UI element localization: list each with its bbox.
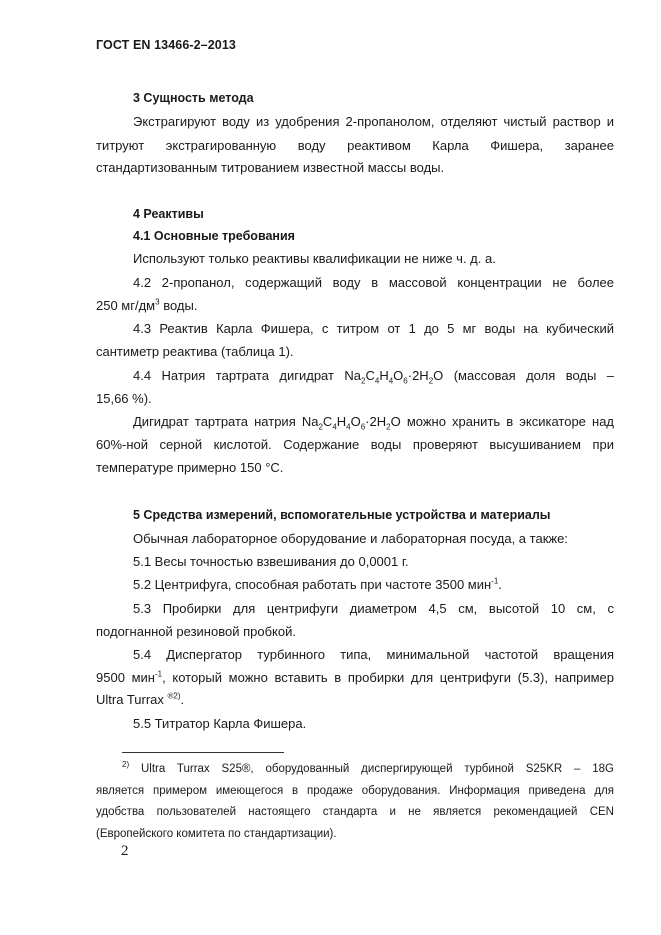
page-number: 2 — [121, 843, 129, 859]
footnote-line-4: (Европейского комитета по стандартизации). — [96, 828, 337, 840]
footnote-line-3: удобства пользователей настоящего стандарта и не является рекомендацией CEN — [96, 806, 614, 818]
document-code: ГОСТ EN 13466-2–2013 — [96, 38, 236, 52]
paragraph-5-4-line-3: Ultra Turrax $^{®2)}$. — [96, 691, 185, 707]
paragraph-5-1: 5.1 Весы точностью взвешивания до 0,0001 г. — [133, 554, 409, 569]
footnote-divider — [122, 752, 284, 753]
paragraph-4-5-line-1: Дигидрат тартрата натрия $Na_2C_4H_4O_6\cdot 2H_2O$ можно хранить в эксикаторе над — [133, 414, 615, 432]
footnote-line-2: является примером имеющегося в продаже оборудования. Информация приведена для — [96, 785, 614, 797]
paragraph-4-2-line-1: 4.2 2-пропанол, содержащий воду в массовой концентрации не более — [133, 275, 614, 290]
paragraph-5-3-line-2: подогнанной резиновой пробкой. — [96, 624, 296, 639]
paragraph-5-2: 5.2 Центрифуга, способная работать при частоте 3500 мин$^{-1}$. — [133, 576, 502, 592]
paragraph-4-1: Используют только реактивы квалификации не ниже ч. д. а. — [133, 251, 496, 266]
paragraph-4-3-line-2: сантиметр реактива (таблица 1). — [96, 344, 294, 359]
section-5-title: 5 Средства измерений, вспомогательные устройства и материалы — [133, 508, 551, 522]
section-3-line-3: стандартизованным титрованием известной массы воды. — [96, 160, 445, 175]
paragraph-4-4-line-1: 4.4 Натрия тартрата дигидрат $Na_2C_4H_4O_6\cdot 2H_2O$ (массовая доля воды – — [133, 368, 615, 386]
paragraph-4-2-line-2: 250 $мг/дм^3$ воды. — [96, 297, 198, 313]
paragraph-4-3-line-1: 4.3 Реактив Карла Фишера, с титром от 1 до 5 мг воды на кубический — [133, 321, 614, 336]
paragraph-5-4-line-1: 5.4 Диспергатор турбинного типа, минимальной частотой вращения — [133, 647, 614, 662]
section-3-line-2: титруют экстрагированную воду реактивом Карла Фишера, заранее — [96, 138, 614, 153]
paragraph-4-4-line-2: 15,66 %). — [96, 391, 152, 406]
section-3-line-1: Экстрагируют воду из удобрения 2-пропанолом, отделяют чистый раствор и — [133, 114, 614, 129]
paragraph-4-5-line-3: температуре примерно 150 °С. — [96, 460, 284, 475]
paragraph-5-3-line-1: 5.3 Пробирки для центрифуги диаметром 4,5 см, высотой 10 см, с — [133, 601, 614, 616]
footnote-line-1: $^{2)}$ Ultra Turrax S25®, оборудованный диспергирующей турбиной S25KR – 18G — [122, 760, 614, 775]
paragraph-4-5-line-2: 60%-ной серной кислотой. Содержание воды проверяют высушиванием при — [96, 437, 614, 452]
section-5-intro: Обычная лабораторное оборудование и лабораторная посуда, а также: — [133, 531, 568, 546]
section-4-1-title: 4.1 Основные требования — [133, 229, 295, 243]
paragraph-5-5: 5.5 Титратор Карла Фишера. — [133, 716, 307, 731]
paragraph-5-4-line-2: 9500 мин$^{-1}$, который можно вставить в пробирки для центрифуги (5.3), например — [96, 669, 614, 685]
section-4-title: 4 Реактивы — [133, 207, 204, 221]
section-3-title: 3 Сущность метода — [133, 91, 254, 105]
